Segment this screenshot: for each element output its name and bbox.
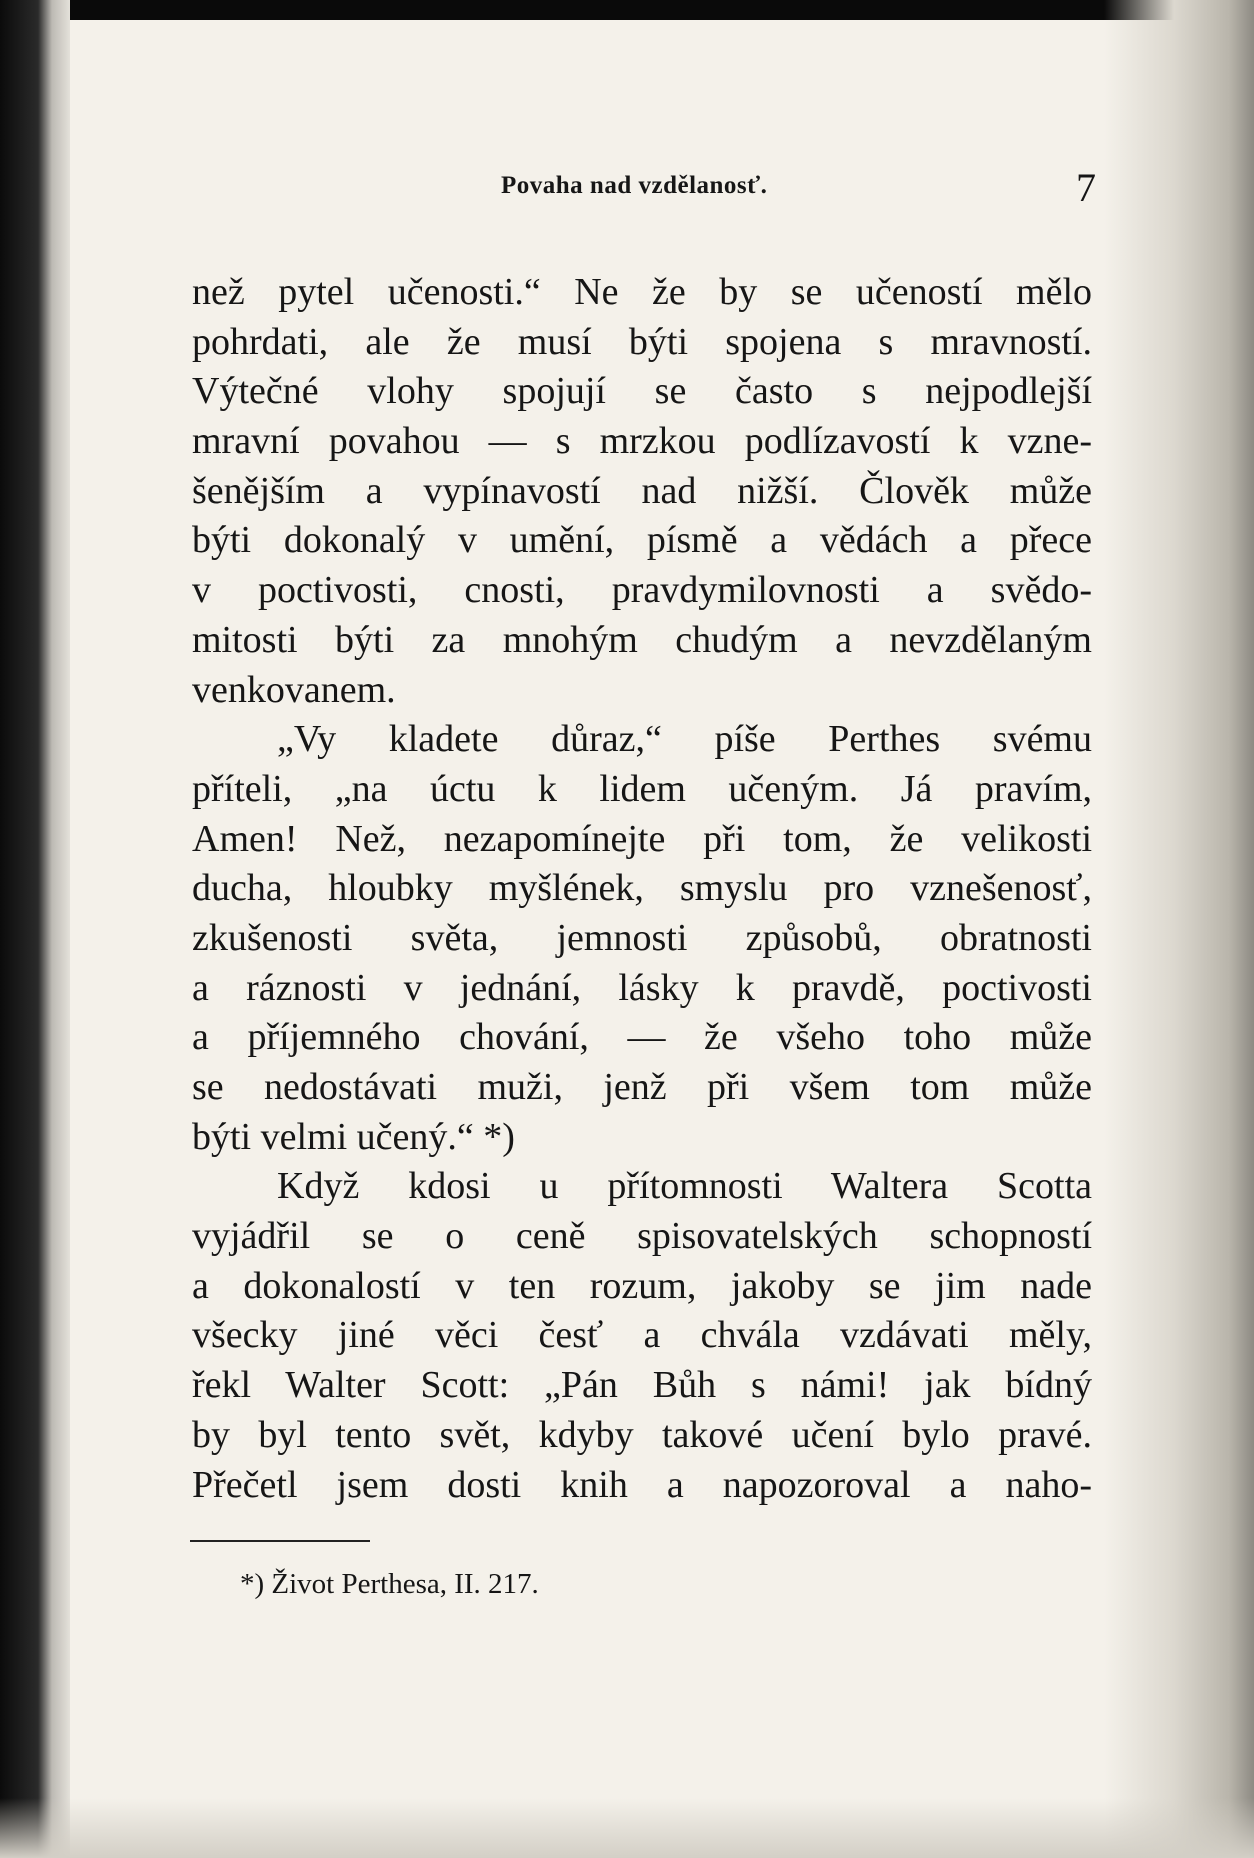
text-line: Amen! Než, nezapomínejte při tom, že velikosti <box>192 817 1092 860</box>
text-line: zkušenosti světa, jemnosti způsobů, obratnosti <box>192 916 1092 959</box>
text-line: venkovanem. <box>192 668 396 711</box>
body-text <box>192 268 1092 1510</box>
text-line: býti dokonalý v umění, písmě a vědách a přece <box>192 519 1092 562</box>
text-line: býti velmi učený.“ *) <box>192 1115 515 1158</box>
text-line: a dokonalostí v ten rozum, jakoby se jim nade <box>192 1264 1092 1307</box>
text-line: v poctivosti, cnosti, pravdymilovnosti a svědo- <box>192 569 1092 612</box>
footnote-rule <box>190 1540 370 1542</box>
text-line: Výtečné vlohy spojují se často s nejpodlejší <box>192 370 1092 413</box>
text-line: všecky jiné věci česť a chvála vzdávati měly, <box>192 1314 1092 1357</box>
text-line: se nedostávati muži, jenž při všem tom může <box>192 1066 1092 1108</box>
text-line: ducha, hloubky myšlének, smyslu pro vznešenosť, <box>192 867 1092 910</box>
scan-border-left <box>0 0 70 1858</box>
text-line: než pytel učenosti.“ Ne že by se učeností mělo <box>192 271 1092 313</box>
page-number: 7 <box>1076 165 1096 210</box>
text-line: Přečetl jsem dosti knih a napozoroval a naho- <box>192 1463 1092 1506</box>
text-line: mitosti býti za mnohým chudým a nevzdělaným <box>192 618 1092 661</box>
text-line: a příjemného chování, — že všeho toho může <box>192 1016 1092 1059</box>
text-line: a ráznosti v jednání, lásky k pravdě, poctivosti <box>192 966 1092 1009</box>
text-line: řekl Walter Scott: „Pán Bůh s námi! jak bídný <box>192 1364 1092 1407</box>
scan-border-bottom <box>0 1798 1254 1858</box>
scan-border-top <box>0 0 1254 20</box>
text-line: vyjádřil se o ceně spisovatelských schopností <box>192 1215 1092 1258</box>
text-line: příteli, „na úctu k lidem učeným. Já pravím, <box>192 767 1092 810</box>
text-line: by byl tento svět, kdyby takové učení bylo pravé. <box>192 1413 1092 1456</box>
text-line: šenějším a vypínavostí nad nižší. Člověk může <box>192 469 1092 512</box>
text-line: mravní povahou — s mrzkou podlízavostí k vzne- <box>192 420 1092 463</box>
text-line: „Vy kladete důraz,“ píše Perthes svému <box>277 718 1092 761</box>
running-title: Povaha nad vzdělanosť. <box>501 172 768 199</box>
text-line: pohrdati, ale že musí býti spojena s mravností. <box>192 320 1092 363</box>
text-line: Když kdosi u přítomnosti Waltera Scotta <box>277 1165 1092 1208</box>
footnote: *) Život Perthesa, II. 217. <box>240 1568 539 1600</box>
scan-border-right <box>1104 0 1254 1858</box>
